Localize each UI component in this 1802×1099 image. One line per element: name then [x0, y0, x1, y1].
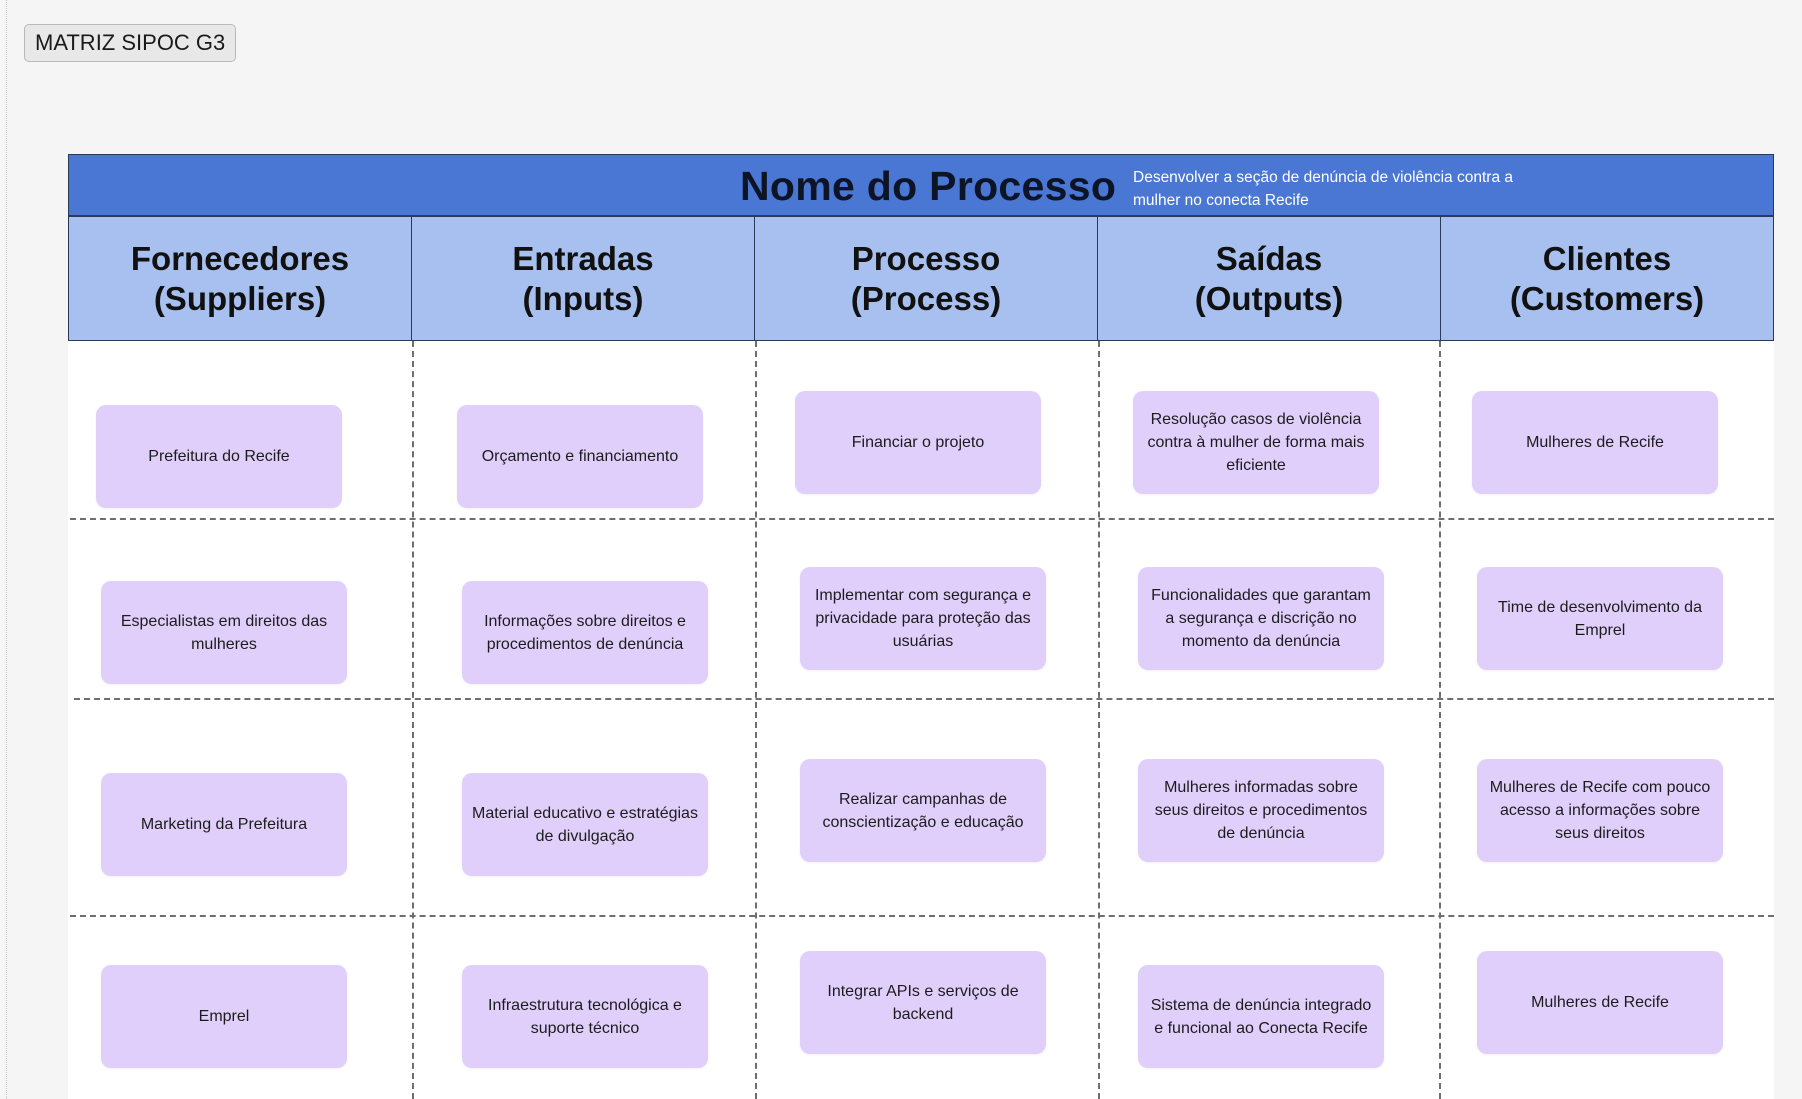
sticky-note-text: Material educativo e estratégias de divulgação — [472, 804, 698, 845]
sticky-note-text: Mulheres de Recife — [1531, 994, 1669, 1011]
sticky-note[interactable] — [800, 951, 1046, 1054]
column-header-label: Fornecedores (Suppliers) — [130, 239, 350, 317]
sticky-note[interactable] — [1138, 759, 1384, 862]
sticky-note[interactable] — [1477, 567, 1723, 670]
column-divider — [412, 341, 414, 1099]
column-header-process[interactable] — [754, 216, 1098, 341]
frame-title[interactable]: MATRIZ SIPOC G3 — [24, 24, 236, 62]
sticky-note-text: Orçamento e financiamento — [481, 448, 679, 465]
column-divider — [1439, 341, 1441, 1099]
row-divider — [70, 518, 1774, 520]
column-divider — [755, 341, 757, 1099]
column-divider — [1098, 341, 1100, 1099]
sticky-note[interactable] — [800, 759, 1046, 862]
sticky-note[interactable] — [462, 965, 708, 1068]
sticky-note-text: Mulheres de Recife com pouco acesso a informações sobre seus direitos — [1489, 779, 1711, 842]
sticky-note[interactable] — [795, 391, 1041, 494]
canvas-edge — [6, 0, 8, 1099]
column-header-customers[interactable] — [1440, 216, 1774, 341]
column-header-label: Entradas (Inputs) — [512, 239, 654, 317]
sticky-note[interactable] — [1477, 951, 1723, 1054]
sticky-note-text: Emprel — [198, 1008, 250, 1025]
row-divider — [74, 698, 1774, 700]
sticky-note-text: Infraestrutura tecnológica e suporte técnico — [488, 996, 682, 1037]
column-header-suppliers[interactable] — [68, 216, 412, 341]
sticky-note[interactable] — [1472, 391, 1718, 494]
sticky-note[interactable] — [101, 581, 347, 684]
sticky-note-text: Informações sobre direitos e procedimentos de denúncia — [484, 612, 686, 653]
column-header-outputs[interactable] — [1097, 216, 1441, 341]
sticky-note-text: Funcionalidades que garantam a segurança e discrição no momento da denúncia — [1151, 587, 1371, 650]
sticky-note[interactable] — [101, 773, 347, 876]
sticky-note[interactable] — [462, 773, 708, 876]
sticky-note-text: Marketing da Prefeitura — [140, 816, 308, 833]
row-divider — [70, 915, 1774, 917]
sticky-note-text: Sistema de denúncia integrado e funcional ao Conecta Recife — [1150, 996, 1372, 1037]
sticky-note-text: Financiar o projeto — [851, 434, 985, 451]
sticky-note[interactable] — [96, 405, 342, 508]
sticky-note-text: Mulheres de Recife — [1526, 434, 1664, 451]
sticky-note[interactable] — [1138, 965, 1384, 1068]
sticky-note[interactable] — [457, 405, 703, 508]
sticky-note-text: Realizar campanhas de conscientização e educação — [822, 790, 1024, 831]
column-header-label: Processo (Process) — [850, 239, 1002, 317]
sticky-note-text: Integrar APIs e serviços de backend — [827, 982, 1019, 1023]
sticky-note-text: Especialistas em direitos das mulheres — [120, 612, 328, 653]
column-header-label: Clientes (Customers) — [1509, 239, 1705, 317]
column-header-inputs[interactable] — [411, 216, 755, 341]
sticky-note-text: Resolução casos de violência contra à mulher de forma mais eficiente — [1147, 411, 1365, 474]
sticky-note-text: Time de desenvolvimento da Emprel — [1498, 598, 1702, 639]
process-title[interactable]: Nome do Processo — [740, 163, 1117, 209]
sticky-note[interactable] — [101, 965, 347, 1068]
sticky-note-text: Implementar com segurança e privacidade para proteção das usuárias — [814, 587, 1032, 650]
sticky-note[interactable] — [1133, 391, 1379, 494]
sticky-note-text: Mulheres informadas sobre seus direitos e procedimentos de denúncia — [1154, 779, 1368, 842]
sticky-note[interactable] — [1138, 567, 1384, 670]
sticky-note-text: Prefeitura do Recife — [148, 448, 290, 465]
sticky-note[interactable] — [1477, 759, 1723, 862]
process-description[interactable]: Desenvolver a seção de denúncia de violência contra a mulher no conecta Recife — [1133, 169, 1513, 209]
sticky-note[interactable] — [800, 567, 1046, 670]
column-header-label: Saídas (Outputs) — [1194, 239, 1344, 317]
sticky-note[interactable] — [462, 581, 708, 684]
